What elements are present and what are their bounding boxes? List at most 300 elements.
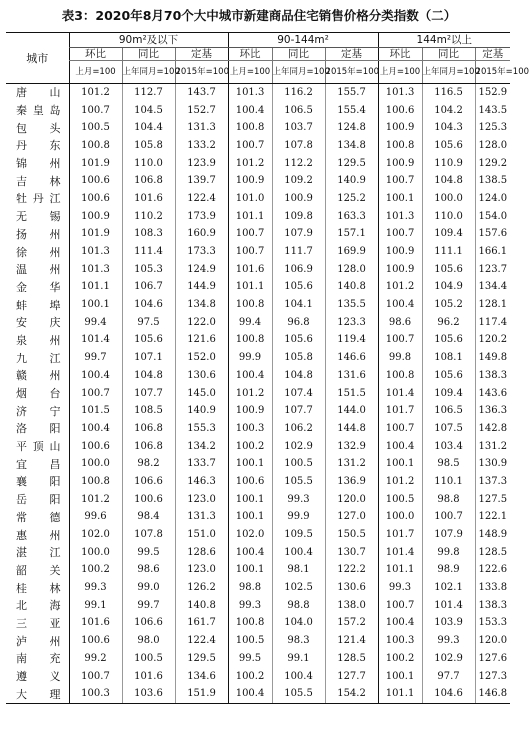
index-value-cell: 101.7 — [378, 402, 422, 420]
index-value-cell: 157.2 — [325, 615, 378, 633]
city-name-cell: 桂林 — [16, 581, 61, 595]
index-value-cell: 112.7 — [122, 84, 175, 102]
table-row — [6, 562, 510, 580]
index-value-cell: 100.1 — [378, 668, 422, 686]
city-name-cell: 遵义 — [16, 670, 61, 684]
index-value-cell: 101.3 — [378, 84, 422, 102]
index-value-cell: 133.8 — [475, 579, 510, 597]
index-value-cell: 100.1 — [228, 491, 272, 509]
index-value-cell: 149.8 — [475, 349, 510, 367]
index-value-cell: 100.1 — [69, 296, 122, 314]
index-value-cell: 101.2 — [378, 279, 422, 297]
index-value-cell: 140.9 — [175, 402, 228, 420]
table-row — [6, 314, 510, 332]
index-value-cell: 99.4 — [69, 314, 122, 332]
index-value-cell: 101.1 — [378, 562, 422, 580]
index-value-cell: 100.6 — [228, 473, 272, 491]
index-value-cell: 128.5 — [475, 544, 510, 562]
city-column-header: 城市 — [6, 33, 69, 84]
index-value-cell: 104.9 — [422, 279, 475, 297]
index-value-cell: 100.2 — [228, 438, 272, 456]
index-value-cell: 99.3 — [272, 491, 325, 509]
index-value-cell: 123.0 — [175, 562, 228, 580]
index-value-cell: 135.5 — [325, 296, 378, 314]
table-body — [6, 84, 510, 704]
index-value-cell: 102.1 — [422, 579, 475, 597]
table-row — [6, 208, 510, 226]
city-name-cell: 北海 — [16, 599, 61, 613]
index-value-cell: 101.1 — [228, 208, 272, 226]
index-value-cell: 154.0 — [475, 208, 510, 226]
index-value-cell: 99.5 — [122, 544, 175, 562]
base-header-prev-month: 上月=100 — [69, 61, 122, 84]
index-value-cell: 100.3 — [69, 685, 122, 703]
index-value-cell: 100.4 — [228, 544, 272, 562]
index-value-cell: 131.3 — [175, 119, 228, 137]
index-value-cell: 107.8 — [122, 526, 175, 544]
city-name-cell: 韶关 — [16, 563, 61, 577]
index-value-cell: 144.9 — [175, 279, 228, 297]
index-value-cell: 98.6 — [378, 314, 422, 332]
index-value-cell: 138.3 — [475, 597, 510, 615]
index-value-cell: 101.7 — [378, 526, 422, 544]
index-value-cell: 130.9 — [475, 455, 510, 473]
base-header-2015: 2015年=100 — [475, 61, 510, 84]
index-value-cell: 101.4 — [378, 544, 422, 562]
index-value-cell: 100.7 — [378, 226, 422, 244]
city-name-cell: 唐山 — [16, 86, 61, 100]
index-value-cell: 101.4 — [378, 385, 422, 403]
city-name-cell: 金华 — [16, 280, 61, 294]
index-value-cell: 104.1 — [272, 296, 325, 314]
table-row — [6, 615, 510, 633]
index-value-cell: 106.2 — [272, 420, 325, 438]
index-value-cell: 139.7 — [175, 172, 228, 190]
index-value-cell: 155.4 — [325, 102, 378, 120]
group-header-small: 90m²及以下 — [69, 33, 228, 48]
index-value-cell: 98.6 — [122, 562, 175, 580]
index-value-cell: 130.6 — [325, 579, 378, 597]
index-value-cell: 109.8 — [272, 208, 325, 226]
index-value-cell: 101.1 — [228, 279, 272, 297]
index-value-cell: 127.3 — [475, 668, 510, 686]
index-value-cell: 105.5 — [272, 685, 325, 703]
city-name-cell: 湛江 — [16, 546, 61, 560]
index-value-cell: 143.6 — [475, 385, 510, 403]
index-value-cell: 100.7 — [378, 597, 422, 615]
index-value-cell: 105.6 — [422, 137, 475, 155]
index-value-cell: 106.5 — [272, 102, 325, 120]
index-value-cell: 122.6 — [475, 562, 510, 580]
index-value-cell: 154.2 — [325, 685, 378, 703]
index-value-cell: 101.6 — [69, 615, 122, 633]
index-value-cell: 151.0 — [175, 526, 228, 544]
index-value-cell: 100.4 — [228, 102, 272, 120]
index-value-cell: 100.2 — [378, 650, 422, 668]
index-value-cell: 145.0 — [175, 385, 228, 403]
index-value-cell: 100.1 — [228, 509, 272, 527]
index-value-cell: 104.2 — [422, 102, 475, 120]
index-value-cell: 100.8 — [228, 119, 272, 137]
index-value-cell: 105.3 — [122, 261, 175, 279]
index-value-cell: 126.2 — [175, 579, 228, 597]
table-row — [6, 402, 510, 420]
index-value-cell: 160.9 — [175, 226, 228, 244]
index-value-cell: 100.8 — [228, 332, 272, 350]
base-header-prev-year: 上年同月=100 — [122, 61, 175, 84]
index-value-cell: 98.3 — [272, 632, 325, 650]
index-value-cell: 104.8 — [272, 367, 325, 385]
index-value-cell: 127.6 — [475, 650, 510, 668]
index-value-cell: 100.7 — [228, 243, 272, 261]
city-name-cell: 济宁 — [16, 404, 61, 418]
index-value-cell: 100.7 — [69, 385, 122, 403]
index-value-cell: 102.0 — [228, 526, 272, 544]
index-value-cell: 100.8 — [228, 615, 272, 633]
index-value-cell: 138.0 — [325, 597, 378, 615]
index-value-cell: 140.9 — [325, 172, 378, 190]
index-value-cell: 127.0 — [325, 509, 378, 527]
index-value-cell: 100.4 — [378, 296, 422, 314]
index-value-cell: 100.9 — [378, 261, 422, 279]
city-name-cell: 扬州 — [16, 227, 61, 241]
index-value-cell: 101.6 — [122, 190, 175, 208]
index-value-cell: 129.2 — [475, 155, 510, 173]
index-value-cell: 106.5 — [422, 402, 475, 420]
index-value-cell: 107.9 — [272, 226, 325, 244]
city-name-cell: 赣州 — [16, 369, 61, 383]
index-value-cell: 125.3 — [475, 119, 510, 137]
index-value-cell: 106.8 — [122, 172, 175, 190]
index-value-cell: 108.5 — [122, 402, 175, 420]
city-name-cell: 南充 — [16, 652, 61, 666]
city-name-cell: 惠州 — [16, 528, 61, 542]
index-value-cell: 102.9 — [422, 650, 475, 668]
index-value-cell: 107.5 — [422, 420, 475, 438]
index-value-cell: 101.3 — [228, 84, 272, 102]
index-value-cell: 100.5 — [272, 455, 325, 473]
index-value-cell: 116.5 — [422, 84, 475, 102]
index-value-cell: 123.0 — [175, 491, 228, 509]
index-value-cell: 105.6 — [272, 332, 325, 350]
index-value-cell: 120.0 — [475, 632, 510, 650]
city-name-cell: 温州 — [16, 263, 61, 277]
index-value-cell: 98.8 — [228, 579, 272, 597]
index-value-cell: 98.1 — [272, 562, 325, 580]
index-value-cell: 97.5 — [122, 314, 175, 332]
index-value-cell: 100.9 — [272, 190, 325, 208]
index-value-cell: 103.6 — [122, 685, 175, 703]
index-value-cell: 99.1 — [69, 597, 122, 615]
index-value-cell: 100.0 — [378, 509, 422, 527]
table-row — [6, 137, 510, 155]
index-value-cell: 100.9 — [378, 243, 422, 261]
table-row — [6, 279, 510, 297]
index-value-cell: 100.1 — [228, 562, 272, 580]
table-row — [6, 119, 510, 137]
index-value-cell: 100.2 — [69, 562, 122, 580]
index-value-cell: 121.6 — [175, 332, 228, 350]
price-index-table — [6, 32, 529, 704]
index-value-cell: 99.9 — [228, 349, 272, 367]
city-name-cell: 牡丹江 — [16, 192, 61, 206]
index-value-cell: 151.9 — [175, 685, 228, 703]
city-name-cell: 锦州 — [16, 157, 61, 171]
index-value-cell: 99.7 — [69, 349, 122, 367]
index-value-cell: 100.7 — [69, 102, 122, 120]
base-header-prev-year: 上年同月=100 — [422, 61, 475, 84]
index-value-cell: 105.6 — [122, 332, 175, 350]
table-row — [6, 332, 510, 350]
index-value-cell: 105.6 — [422, 367, 475, 385]
index-value-cell: 101.4 — [69, 332, 122, 350]
index-value-cell: 128.6 — [175, 544, 228, 562]
index-value-cell: 101.1 — [69, 279, 122, 297]
index-value-cell: 124.0 — [475, 190, 510, 208]
index-value-cell: 100.7 — [378, 420, 422, 438]
index-value-cell: 122.2 — [325, 562, 378, 580]
index-value-cell: 105.8 — [122, 137, 175, 155]
index-value-cell: 100.7 — [422, 509, 475, 527]
index-value-cell: 100.8 — [378, 137, 422, 155]
index-value-cell: 100.4 — [69, 367, 122, 385]
index-value-cell: 109.4 — [422, 226, 475, 244]
index-value-cell: 100.4 — [228, 685, 272, 703]
index-value-cell: 134.6 — [175, 668, 228, 686]
index-value-cell: 122.0 — [175, 314, 228, 332]
index-value-cell: 123.7 — [475, 261, 510, 279]
index-value-cell: 123.3 — [325, 314, 378, 332]
index-value-cell: 146.3 — [175, 473, 228, 491]
index-value-cell: 102.9 — [272, 438, 325, 456]
index-value-cell: 104.3 — [422, 119, 475, 137]
index-value-cell: 104.5 — [122, 102, 175, 120]
city-name-cell: 襄阳 — [16, 475, 61, 489]
index-value-cell: 101.9 — [69, 226, 122, 244]
index-value-cell: 152.9 — [475, 84, 510, 102]
table-row — [6, 473, 510, 491]
index-value-cell: 100.1 — [378, 455, 422, 473]
index-value-cell: 134.4 — [475, 279, 510, 297]
index-value-cell: 101.9 — [69, 155, 122, 173]
index-value-cell: 122.4 — [175, 632, 228, 650]
index-value-cell: 99.3 — [69, 579, 122, 597]
index-value-cell: 98.8 — [422, 491, 475, 509]
index-value-cell: 106.8 — [122, 420, 175, 438]
index-value-cell: 109.4 — [422, 385, 475, 403]
index-value-cell: 123.9 — [175, 155, 228, 173]
index-value-cell: 100.7 — [378, 332, 422, 350]
index-value-cell: 143.7 — [175, 84, 228, 102]
index-value-cell: 127.5 — [475, 491, 510, 509]
index-value-cell: 146.6 — [325, 349, 378, 367]
index-value-cell: 107.4 — [272, 385, 325, 403]
index-value-cell: 120.2 — [475, 332, 510, 350]
index-value-cell: 157.6 — [475, 226, 510, 244]
group-header-medium: 90-144m² — [228, 33, 378, 48]
sub-header-yoy: 同比 — [422, 48, 475, 61]
index-value-cell: 127.7 — [325, 668, 378, 686]
table-row — [6, 491, 510, 509]
index-value-cell: 105.8 — [272, 349, 325, 367]
table-row — [6, 455, 510, 473]
index-value-cell: 96.8 — [272, 314, 325, 332]
index-value-cell: 99.8 — [422, 544, 475, 562]
index-value-cell: 106.8 — [122, 438, 175, 456]
table-row — [6, 526, 510, 544]
index-value-cell: 100.4 — [378, 438, 422, 456]
index-value-cell: 111.4 — [122, 243, 175, 261]
index-value-cell: 100.8 — [228, 296, 272, 314]
index-value-cell: 104.0 — [272, 615, 325, 633]
index-value-cell: 101.6 — [122, 668, 175, 686]
table-row — [6, 261, 510, 279]
index-value-cell: 152.0 — [175, 349, 228, 367]
index-value-cell: 169.9 — [325, 243, 378, 261]
index-value-cell: 134.8 — [325, 137, 378, 155]
index-value-cell: 100.0 — [69, 455, 122, 473]
index-value-cell: 100.4 — [378, 615, 422, 633]
city-name-cell: 秦皇岛 — [16, 104, 61, 118]
index-value-cell: 157.1 — [325, 226, 378, 244]
index-value-cell: 101.2 — [69, 491, 122, 509]
index-value-cell: 133.7 — [175, 455, 228, 473]
city-name-cell: 平顶山 — [16, 440, 61, 454]
index-value-cell: 107.8 — [272, 137, 325, 155]
index-value-cell: 100.3 — [228, 420, 272, 438]
index-value-cell: 99.6 — [69, 509, 122, 527]
city-name-cell: 三亚 — [16, 616, 61, 630]
city-name-cell: 岳阳 — [16, 493, 61, 507]
city-name-cell: 宜昌 — [16, 457, 61, 471]
index-value-cell: 140.8 — [325, 279, 378, 297]
index-value-cell: 111.7 — [272, 243, 325, 261]
index-value-cell: 100.7 — [228, 137, 272, 155]
index-value-cell: 99.2 — [69, 650, 122, 668]
index-value-cell: 119.4 — [325, 332, 378, 350]
sub-header-mom: 环比 — [378, 48, 422, 61]
index-value-cell: 101.3 — [69, 243, 122, 261]
index-value-cell: 120.0 — [325, 491, 378, 509]
index-value-cell: 100.1 — [378, 190, 422, 208]
index-value-cell: 100.2 — [228, 668, 272, 686]
index-value-cell: 100.5 — [378, 491, 422, 509]
table-row — [6, 190, 510, 208]
index-value-cell: 111.1 — [422, 243, 475, 261]
index-value-cell: 143.5 — [475, 102, 510, 120]
index-value-cell: 101.3 — [69, 261, 122, 279]
sub-header-yoy: 同比 — [122, 48, 175, 61]
index-value-cell: 104.6 — [422, 685, 475, 703]
index-value-cell: 130.7 — [325, 544, 378, 562]
index-value-cell: 117.4 — [475, 314, 510, 332]
city-name-cell: 蚌埠 — [16, 298, 61, 312]
sub-header-fixed-base: 定基 — [475, 48, 510, 61]
index-value-cell: 161.7 — [175, 615, 228, 633]
index-value-cell: 106.6 — [122, 473, 175, 491]
index-value-cell: 110.1 — [422, 473, 475, 491]
index-value-cell: 152.7 — [175, 102, 228, 120]
index-value-cell: 108.3 — [122, 226, 175, 244]
table-title: 表3：2020年8月70个大中城市新建商品住宅销售价格分类指数（二） — [61, 8, 457, 23]
index-value-cell: 128.5 — [325, 650, 378, 668]
index-value-cell: 100.0 — [69, 544, 122, 562]
index-value-cell: 105.6 — [422, 332, 475, 350]
index-value-cell: 142.8 — [475, 420, 510, 438]
index-value-cell: 96.2 — [422, 314, 475, 332]
index-value-cell: 173.3 — [175, 243, 228, 261]
index-value-cell: 131.6 — [325, 367, 378, 385]
index-value-cell: 109.5 — [272, 526, 325, 544]
index-value-cell: 121.4 — [325, 632, 378, 650]
index-value-cell: 98.4 — [122, 509, 175, 527]
index-value-cell: 104.8 — [122, 367, 175, 385]
index-value-cell: 124.8 — [325, 119, 378, 137]
index-value-cell: 166.1 — [475, 243, 510, 261]
city-name-cell: 吉林 — [16, 174, 61, 188]
index-value-cell: 99.8 — [378, 349, 422, 367]
table-row — [6, 349, 510, 367]
index-value-cell: 103.7 — [272, 119, 325, 137]
table-row — [6, 544, 510, 562]
index-value-cell: 100.8 — [69, 473, 122, 491]
index-value-cell: 100.9 — [69, 208, 122, 226]
table-row — [6, 579, 510, 597]
index-value-cell: 136.9 — [325, 473, 378, 491]
index-value-cell: 98.0 — [122, 632, 175, 650]
index-value-cell: 131.3 — [175, 509, 228, 527]
index-value-cell: 110.9 — [422, 155, 475, 173]
index-value-cell: 100.8 — [69, 137, 122, 155]
index-value-cell: 101.2 — [228, 155, 272, 173]
index-value-cell: 148.9 — [475, 526, 510, 544]
city-name-cell: 无锡 — [16, 210, 61, 224]
index-value-cell: 100.0 — [422, 190, 475, 208]
index-value-cell: 99.5 — [228, 650, 272, 668]
index-value-cell: 107.7 — [122, 385, 175, 403]
index-value-cell: 98.8 — [272, 597, 325, 615]
city-name-cell: 泸州 — [16, 634, 61, 648]
index-value-cell: 101.1 — [378, 685, 422, 703]
index-value-cell: 134.2 — [175, 438, 228, 456]
sub-header-fixed-base: 定基 — [325, 48, 378, 61]
sub-header-fixed-base: 定基 — [175, 48, 228, 61]
index-value-cell: 104.8 — [422, 172, 475, 190]
city-name-cell: 安庆 — [16, 316, 61, 330]
index-value-cell: 131.2 — [325, 455, 378, 473]
group-header-large: 144m²以上 — [378, 33, 510, 48]
index-value-cell: 100.5 — [122, 650, 175, 668]
table-row — [6, 385, 510, 403]
index-value-cell: 116.2 — [272, 84, 325, 102]
index-value-cell: 104.6 — [122, 296, 175, 314]
city-name-cell: 泉州 — [16, 333, 61, 347]
index-value-cell: 128.0 — [325, 261, 378, 279]
index-value-cell: 101.2 — [69, 84, 122, 102]
index-value-cell: 97.7 — [422, 668, 475, 686]
index-value-cell: 99.3 — [228, 597, 272, 615]
index-value-cell: 110.0 — [422, 208, 475, 226]
table-row — [6, 243, 510, 261]
index-value-cell: 173.9 — [175, 208, 228, 226]
index-value-cell: 100.6 — [69, 438, 122, 456]
city-name-cell: 徐州 — [16, 245, 61, 259]
index-value-cell: 101.2 — [228, 385, 272, 403]
index-value-cell: 146.8 — [475, 685, 510, 703]
index-value-cell: 100.9 — [228, 402, 272, 420]
index-value-cell: 101.2 — [378, 473, 422, 491]
index-value-cell: 103.4 — [422, 438, 475, 456]
